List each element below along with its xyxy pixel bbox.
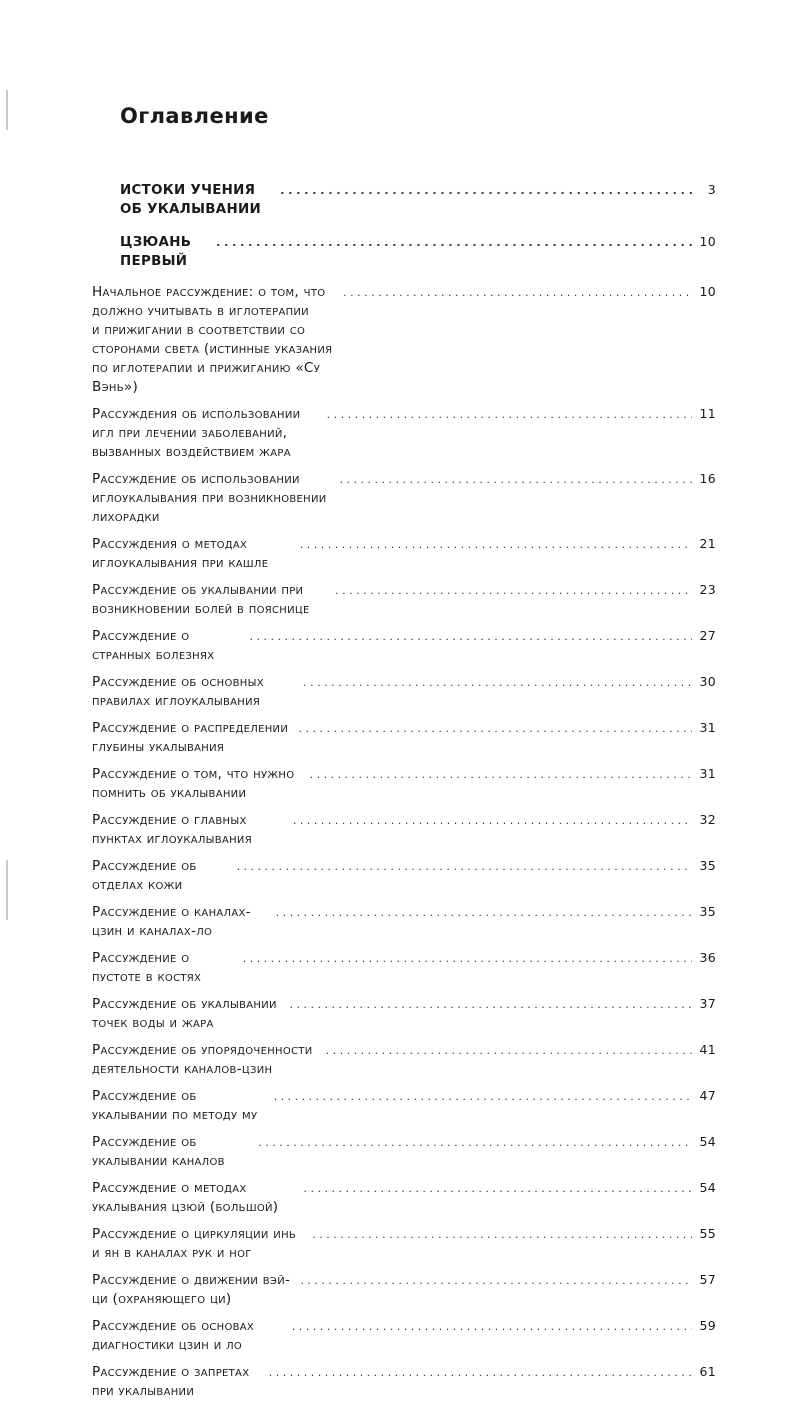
toc-entry-row bbox=[92, 1040, 716, 1079]
toc-entry[interactable] bbox=[92, 404, 716, 462]
toc-entry-title: Рассуждение об основах диагностики цзин и ло bbox=[92, 1318, 255, 1353]
toc-entry-title: Рассуждение об укалывании каналов bbox=[92, 1134, 225, 1169]
toc-entry-page-number: 30 bbox=[699, 674, 716, 689]
dot-leader bbox=[280, 181, 692, 200]
toc-entry-title: Рассуждение о том, что нужно помнить об укалывании bbox=[92, 766, 295, 801]
toc-entry[interactable] bbox=[92, 718, 716, 757]
toc-entry-page-number: 35 bbox=[699, 904, 716, 919]
toc-entry-page-number: 57 bbox=[699, 1272, 716, 1287]
toc-entry-title: Рассуждение об отделах кожи bbox=[92, 858, 197, 893]
toc-entry-title: Рассуждение о главных пунктах иглоукалывания bbox=[92, 812, 252, 847]
toc-entry-title: Рассуждение о каналах-цзин и каналах-ло bbox=[92, 904, 251, 939]
table-of-contents bbox=[92, 180, 716, 1408]
toc-entry[interactable] bbox=[92, 672, 716, 711]
toc-entry-row bbox=[92, 1362, 716, 1401]
toc-entry-title: Рассуждение о пустоте в костях bbox=[92, 950, 202, 985]
toc-entry-row bbox=[92, 1316, 716, 1355]
toc-entry-row bbox=[92, 534, 716, 573]
toc-entry-title: Рассуждение о методах укалывания цзюй (большой) bbox=[92, 1180, 279, 1215]
dot-leader bbox=[290, 995, 692, 1014]
toc-entry-row bbox=[92, 1086, 716, 1125]
toc-entry[interactable] bbox=[92, 1086, 716, 1125]
toc-entry-page-number: 31 bbox=[699, 720, 716, 735]
dot-leader bbox=[327, 405, 692, 424]
toc-entry-page-number: 36 bbox=[699, 950, 716, 965]
toc-entry-title: Рассуждение об использовании иглоукалывания при возникновении лихорадки bbox=[92, 471, 327, 525]
toc-entry-page-number: 3 bbox=[707, 182, 716, 197]
toc-entry-title: Рассуждение о движении вэй-ци (охраняющего ци) bbox=[92, 1272, 291, 1307]
toc-entry[interactable] bbox=[92, 1040, 716, 1079]
toc-entry-row bbox=[92, 404, 716, 462]
toc-entry-row bbox=[92, 469, 716, 527]
dot-leader bbox=[274, 1087, 692, 1106]
toc-entry-row bbox=[92, 1178, 716, 1217]
dot-leader bbox=[335, 581, 692, 600]
toc-entry-row bbox=[92, 856, 716, 895]
toc-entry[interactable] bbox=[92, 1178, 716, 1217]
toc-entry-page-number: 32 bbox=[699, 812, 716, 827]
dot-leader bbox=[300, 535, 692, 554]
toc-entry-row bbox=[120, 180, 716, 219]
toc-entry[interactable] bbox=[92, 469, 716, 527]
toc-entry-title: Начальное рассуждение: о том, что должно учитывать в иглотерапии и прижигании в соответствии со сторонами света (истинные указания по иглотерапии и прижиганию «Су Вэнь») bbox=[92, 284, 333, 395]
toc-section-heading[interactable] bbox=[92, 232, 716, 271]
toc-entry-page-number: 16 bbox=[699, 471, 716, 486]
toc-entry-page-number: 55 bbox=[699, 1226, 716, 1241]
toc-entry[interactable] bbox=[92, 810, 716, 849]
dot-leader bbox=[303, 673, 692, 692]
toc-entry-title: Рассуждение об упорядоченности деятельности каналов-цзин bbox=[92, 1042, 313, 1077]
toc-entry-title: Рассуждение о распределении глубины укалывания bbox=[92, 720, 289, 755]
toc-entry-row bbox=[92, 718, 716, 757]
dot-leader bbox=[292, 1317, 692, 1336]
dot-leader bbox=[269, 1363, 692, 1382]
dot-leader bbox=[343, 283, 692, 302]
dot-leader bbox=[243, 949, 692, 968]
toc-entry-row bbox=[92, 580, 716, 619]
toc-entry-page-number: 47 bbox=[699, 1088, 716, 1103]
dot-leader bbox=[250, 627, 692, 646]
dot-leader bbox=[216, 233, 692, 252]
toc-entry[interactable] bbox=[92, 1224, 716, 1263]
toc-entry-page-number: 61 bbox=[699, 1364, 716, 1379]
dot-leader bbox=[276, 903, 692, 922]
toc-entry-title: Рассуждение о циркуляции инь и ян в каналах рук и ног bbox=[92, 1226, 297, 1261]
toc-entry-title: Рассуждение о странных болезнях bbox=[92, 628, 215, 663]
dot-leader bbox=[326, 1041, 692, 1060]
toc-entry[interactable] bbox=[92, 948, 716, 987]
dot-leader bbox=[237, 857, 692, 876]
toc-entry[interactable] bbox=[92, 534, 716, 573]
toc-entry-row bbox=[92, 672, 716, 711]
toc-entry[interactable] bbox=[92, 1132, 716, 1171]
toc-entry[interactable] bbox=[92, 764, 716, 803]
toc-entry-page-number: 10 bbox=[699, 284, 716, 299]
toc-entry-row bbox=[92, 948, 716, 987]
dot-leader bbox=[300, 1271, 692, 1290]
toc-entry-title: Рассуждение об основных правилах иглоукалывания bbox=[92, 674, 264, 709]
toc-entry-page-number: 31 bbox=[699, 766, 716, 781]
scan-edge-mark bbox=[6, 90, 8, 130]
toc-entry-row bbox=[92, 764, 716, 803]
scan-edge-mark bbox=[6, 860, 8, 920]
toc-entry[interactable] bbox=[92, 626, 716, 665]
toc-entry-title: Рассуждение об укалывании по методу му bbox=[92, 1088, 258, 1123]
toc-entry-page-number: 11 bbox=[699, 406, 716, 421]
toc-entry[interactable] bbox=[92, 282, 716, 397]
dot-leader bbox=[293, 811, 692, 830]
toc-entry-title: ИСТОКИ УЧЕНИЯ ОБ УКАЛЫВАНИИ bbox=[120, 183, 261, 217]
dot-leader bbox=[304, 1179, 692, 1198]
toc-entry-page-number: 23 bbox=[699, 582, 716, 597]
toc-entry-row bbox=[92, 282, 716, 397]
toc-entry[interactable] bbox=[92, 1316, 716, 1355]
toc-section-heading[interactable] bbox=[92, 180, 716, 219]
toc-entry-row bbox=[92, 1270, 716, 1309]
toc-entry-page-number: 27 bbox=[699, 628, 716, 643]
toc-entry-row bbox=[92, 810, 716, 849]
toc-entry[interactable] bbox=[92, 856, 716, 895]
dot-leader bbox=[340, 470, 692, 489]
toc-entry-row bbox=[92, 1224, 716, 1263]
toc-entry-title: ЦЗЮАНЬ ПЕРВЫЙ bbox=[120, 235, 192, 269]
toc-entry-title: Рассуждение об укалывании при возникновении болей в пояснице bbox=[92, 582, 310, 617]
toc-entry-title: Рассуждение об укалывании точек воды и жара bbox=[92, 996, 277, 1031]
toc-entry-title: Рассуждение о запретах при укалывании bbox=[92, 1364, 250, 1399]
toc-entry-page-number: 41 bbox=[699, 1042, 716, 1057]
toc-entry-page-number: 54 bbox=[699, 1134, 716, 1149]
toc-entry[interactable] bbox=[92, 580, 716, 619]
dot-leader bbox=[258, 1133, 692, 1152]
dot-leader bbox=[310, 765, 692, 784]
toc-entry-page-number: 37 bbox=[699, 996, 716, 1011]
toc-entry-row bbox=[92, 902, 716, 941]
toc-entry-page-number: 35 bbox=[699, 858, 716, 873]
page-title: Оглавление bbox=[120, 104, 269, 128]
toc-entry-row bbox=[92, 626, 716, 665]
toc-entry-row bbox=[92, 1132, 716, 1171]
toc-entry[interactable] bbox=[92, 1362, 716, 1401]
toc-entry-title: Рассуждения о методах иглоукалывания при кашле bbox=[92, 536, 269, 571]
toc-entry[interactable] bbox=[92, 1270, 716, 1309]
toc-entry-row bbox=[120, 232, 716, 271]
toc-entry-page-number: 54 bbox=[699, 1180, 716, 1195]
toc-entry-page-number: 21 bbox=[699, 536, 716, 551]
dot-leader bbox=[299, 719, 693, 738]
toc-entry-title: Рассуждения об использовании игл при лечении заболеваний, вызванных воздействием жара bbox=[92, 406, 301, 460]
dot-leader bbox=[312, 1225, 692, 1244]
toc-entry-page-number: 10 bbox=[699, 234, 716, 249]
toc-entry[interactable] bbox=[92, 902, 716, 941]
toc-entry-page-number: 59 bbox=[699, 1318, 716, 1333]
